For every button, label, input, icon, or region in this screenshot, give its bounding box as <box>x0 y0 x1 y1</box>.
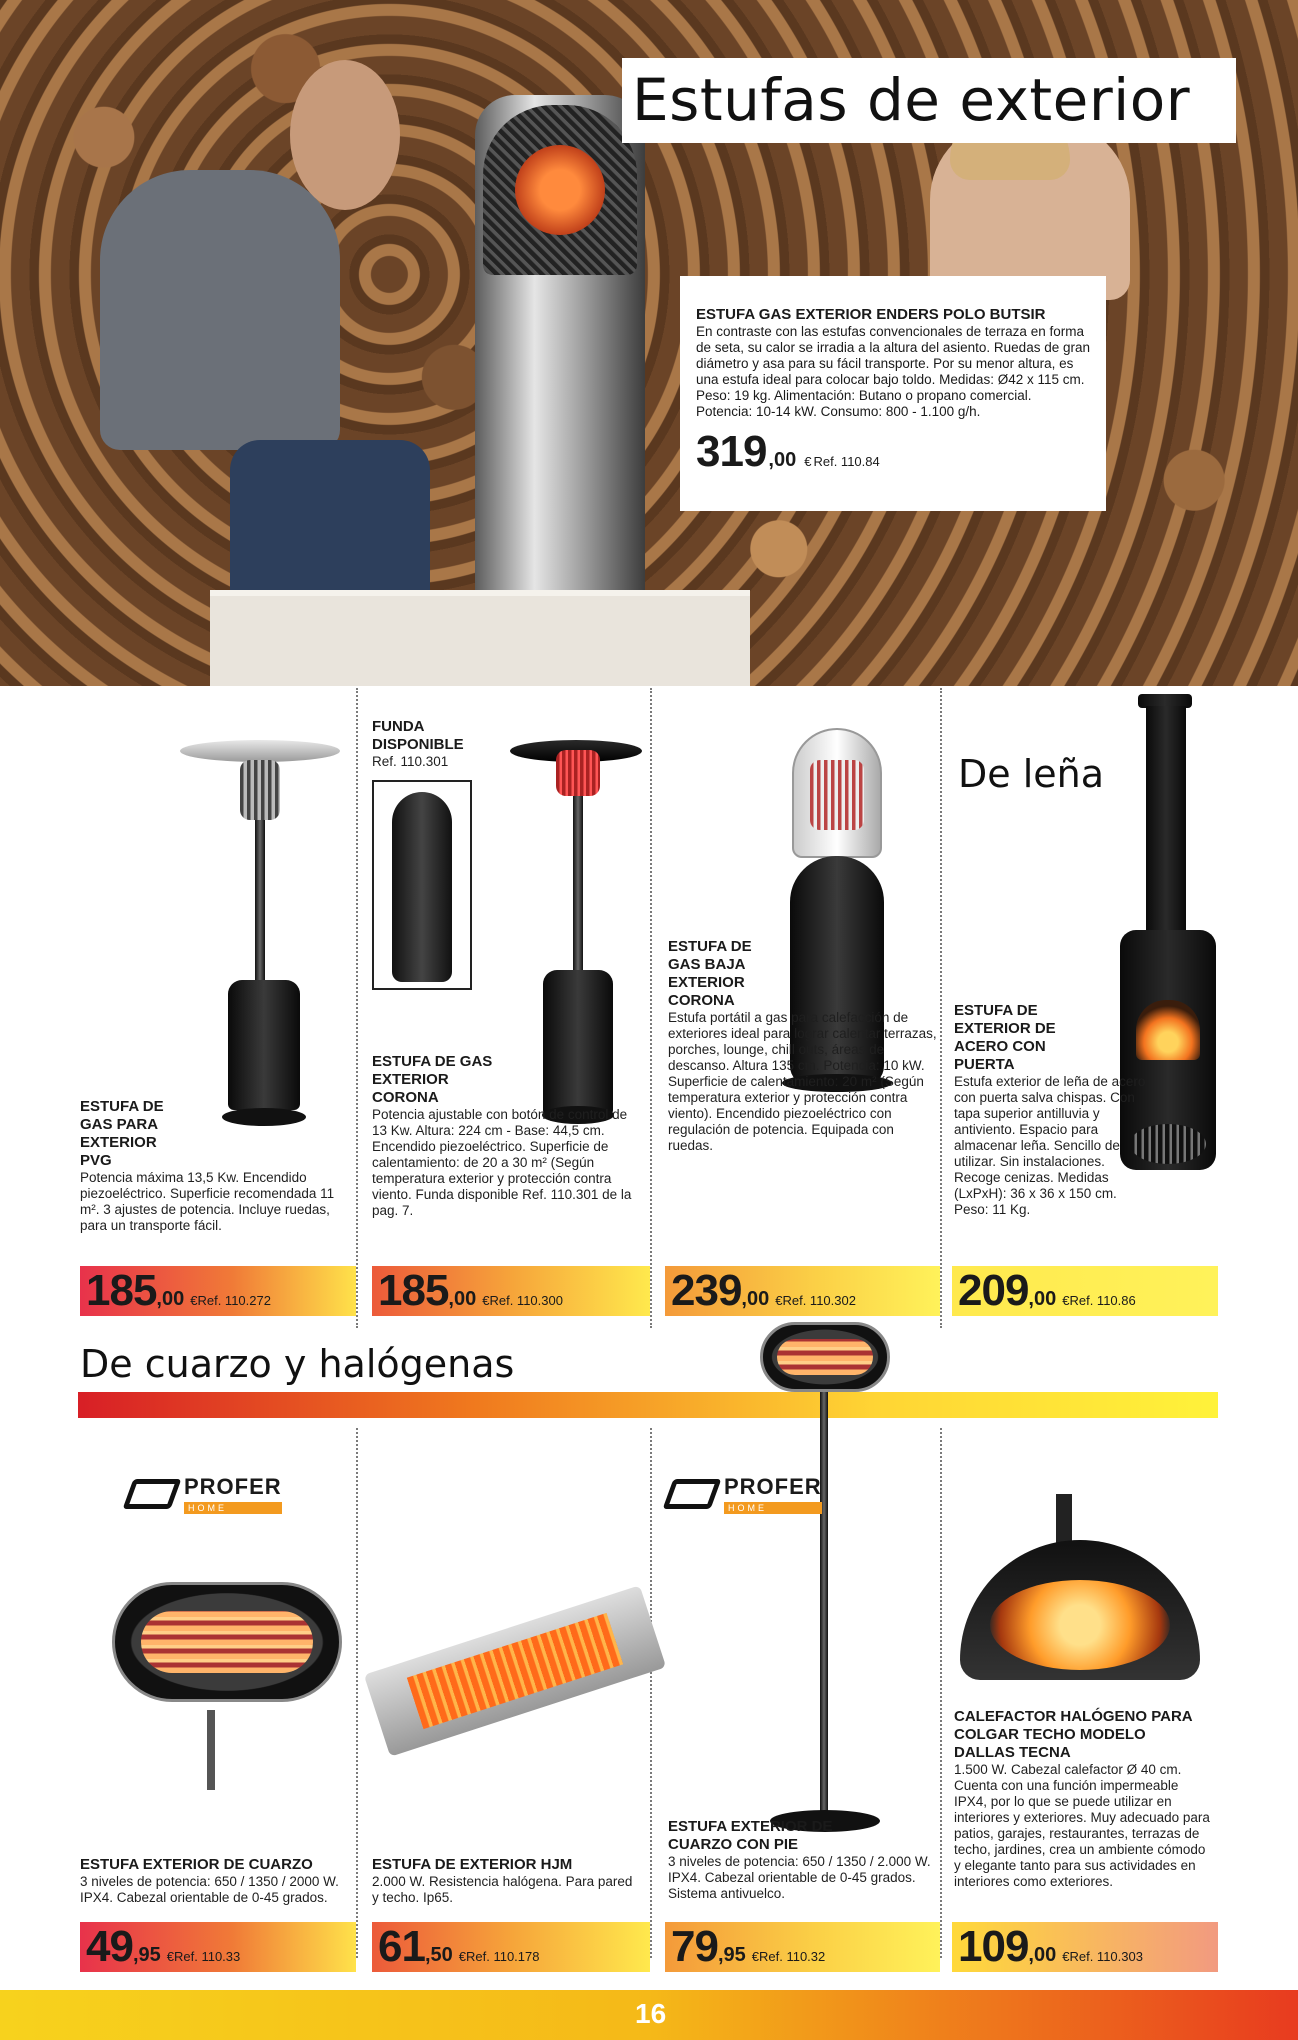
price-integer: 49 <box>86 1922 133 1971</box>
cover-image <box>392 792 452 982</box>
profer-logo-icon <box>663 1479 722 1509</box>
price-decimals: ,00 <box>768 449 797 471</box>
price-integer: 209 <box>958 1266 1029 1315</box>
currency: € <box>166 1949 174 1964</box>
product-name: ESTUFA DE GAS PARA EXTERIOR PVG <box>80 1098 164 1169</box>
man-figure <box>70 60 430 660</box>
brand-name: PROFER <box>184 1474 282 1499</box>
currency: € <box>190 1293 198 1308</box>
product-name: ESTUFA EXTERIOR DE CUARZO <box>80 1856 313 1873</box>
currency: € <box>482 1293 490 1308</box>
column-divider <box>650 1428 652 1958</box>
profer-logo <box>668 1474 822 1514</box>
column-divider <box>940 1428 942 1958</box>
column-divider <box>650 688 652 1328</box>
column-divider <box>940 688 942 1328</box>
profer-logo <box>128 1474 282 1514</box>
ceiling-heater-image <box>960 1540 1200 1680</box>
product-ref: Ref. 110.272 <box>197 1293 271 1308</box>
product-description: 1.500 W. Cabezal calefactor Ø 40 cm. Cuenta con una función impermeable IPX4, por lo que se puede utilizar en interiores y exteriores. Muy adecuado para patios, garajes, restaurantes, terrazas de techo, jardines, crea un ambiente cómodo y elegante tanto para sus actividades en interiores como exteriores. <box>954 1762 1210 1889</box>
currency: € <box>1062 1293 1070 1308</box>
price-bar <box>665 1922 940 1972</box>
product-name: ESTUFA GAS EXTERIOR ENDERS POLO BUTSIR <box>696 306 1046 323</box>
pull-cord <box>207 1710 215 1790</box>
product-name: ESTUFA DE GAS BAJA EXTERIOR CORONA <box>668 938 752 1009</box>
product-ref: Ref. 110.32 <box>759 1949 826 1964</box>
section-gradient-strip <box>78 1392 1218 1418</box>
price-integer: 185 <box>86 1266 157 1315</box>
price-integer: 185 <box>378 1266 449 1315</box>
halogen-heater-image <box>364 1585 666 1756</box>
column-divider <box>356 688 358 1328</box>
price-integer: 109 <box>958 1922 1029 1971</box>
product-card-corona-baja <box>668 938 938 1154</box>
currency: € <box>775 1293 783 1308</box>
profer-logo-icon <box>123 1479 182 1509</box>
footer-bar <box>0 1990 1298 2040</box>
price-decimals: ,00 <box>156 1288 185 1310</box>
price-bar <box>80 1922 356 1972</box>
product-card-quartz-pie <box>668 1818 938 1902</box>
product-name: ESTUFA EXTERIOR DE CUARZO CON PIE <box>668 1818 833 1853</box>
currency: € <box>1062 1949 1070 1964</box>
product-description: 2.000 W. Resistencia halógena. Para pared y techo. Ip65. <box>372 1874 633 1905</box>
price-integer: 79 <box>671 1922 718 1971</box>
currency: € <box>804 454 812 469</box>
standing-heater-pole <box>820 1392 828 1812</box>
currency: € <box>751 1949 759 1964</box>
product-ref: Ref. 110.84 <box>813 454 880 469</box>
product-ref: Ref. 110.302 <box>782 1293 856 1308</box>
product-description: 3 niveles de potencia: 650 / 1350 / 2000 W. IPX4. Cabezal orientable de 0-45 grados. <box>80 1874 339 1905</box>
price-integer: 239 <box>671 1266 742 1315</box>
product-card-lena <box>954 1002 1214 1218</box>
section-title-lena: De leña <box>958 752 1105 796</box>
product-description: Potencia ajustable con botón de control de 13 Kw. Altura: 224 cm - Base: 44,5 cm. Encendido piezoeléctrico. Superficie de calentamiento: de 20 a 30 m² (Según temperatura exterior y protección contra viento. Funda disponible Ref. 110.301 de la pag. 7. <box>372 1107 632 1218</box>
price-decimals: ,50 <box>424 1944 453 1966</box>
price-bar <box>665 1266 940 1316</box>
product-description: 3 niveles de potencia: 650 / 1350 / 2.000 W. IPX4. Cabezal orientable de 0-45 grados. Sistema antivuelco. <box>668 1854 931 1901</box>
cover-ref: Ref. 110.301 <box>372 754 449 769</box>
product-description: Estufa exterior de leña de acero con puerta salva chispas. Con tapa superior antilluvia y antiviento. Espacio para almacenar leña. Sencillo de utilizar. Sin instalaciones. Recoge cenizas. Medidas (LxPxH): 36 x 36 x 150 cm. Peso: 11 Kg. <box>954 1074 1146 1217</box>
column-divider <box>356 1428 358 1958</box>
product-card-hjm <box>372 1856 642 1906</box>
cover-badge <box>372 718 492 770</box>
price-integer: 319 <box>696 427 767 476</box>
section-title-quartz: De cuarzo y halógenas <box>80 1342 515 1386</box>
pallet-table <box>210 590 750 686</box>
price-integer: 61 <box>378 1922 425 1971</box>
page-title-box <box>622 58 1236 143</box>
currency: € <box>458 1949 466 1964</box>
price-decimals: ,00 <box>1028 1288 1057 1310</box>
product-name: ESTUFA DE EXTERIOR DE ACERO CON PUERTA <box>954 1002 1056 1073</box>
brand-name: PROFER <box>724 1474 822 1499</box>
price-decimals: ,00 <box>448 1288 477 1310</box>
brand-sub: HOME <box>184 1502 282 1514</box>
product-name: CALEFACTOR HALÓGENO PARA COLGAR TECHO MODELO DALLAS TECNA <box>954 1708 1193 1761</box>
price-decimals: ,00 <box>741 1288 770 1310</box>
price <box>696 427 1090 476</box>
product-ref: Ref. 110.86 <box>1069 1293 1136 1308</box>
price-decimals: ,95 <box>132 1944 161 1966</box>
product-card-dallas <box>954 1708 1222 1890</box>
product-ref: Ref. 110.300 <box>489 1293 563 1308</box>
price-bar <box>952 1266 1218 1316</box>
cover-title: FUNDA DISPONIBLE <box>372 718 464 753</box>
quartz-heater-image <box>112 1582 342 1702</box>
page-title: Estufas de exterior <box>632 66 1191 134</box>
woman-figure <box>930 120 1130 300</box>
product-description: En contraste con las estufas convencionales de terraza en forma de seta, su calor se irradia a la altura del asiento. Ruedas de gran diámetro y asa para su fácil transporte. Por su menor altura, es una estufa ideal para colocar bajo toldo. Medidas: Ø42 x 115 cm. Peso: 19 kg. Alimentación: Butano o propano comercial. Potencia: 10-14 kW. Consumo: 800 - 1.100 g/h. <box>696 324 1090 419</box>
product-card-quartz <box>80 1856 350 1906</box>
price-bar <box>80 1266 356 1316</box>
hero-product-card <box>680 276 1106 511</box>
product-card-pvg <box>80 1098 350 1234</box>
product-ref: Ref. 110.33 <box>174 1949 241 1964</box>
product-description: Potencia máxima 13,5 Kw. Encendido piezoeléctrico. Superficie recomendada 11 m². 3 ajustes de potencia. Incluye ruedas, para un transporte fácil. <box>80 1170 335 1233</box>
product-ref: Ref. 110.178 <box>466 1949 540 1964</box>
product-name: ESTUFA DE GAS EXTERIOR CORONA <box>372 1053 493 1106</box>
page-number: 16 <box>635 1998 667 2029</box>
price-bar <box>952 1922 1218 1972</box>
product-ref: Ref. 110.303 <box>1069 1949 1143 1964</box>
standing-quartz-heater-image <box>760 1322 890 1392</box>
price-bar <box>372 1266 650 1316</box>
brand-sub: HOME <box>724 1502 822 1514</box>
price-decimals: ,95 <box>717 1944 746 1966</box>
price-bar <box>372 1922 650 1972</box>
cover-frame <box>372 780 472 990</box>
product-name: ESTUFA DE EXTERIOR HJM <box>372 1856 573 1873</box>
price-decimals: ,00 <box>1028 1944 1057 1966</box>
product-description: Estufa portátil a gas para calefacción de exteriores ideal para lograr calentar terrazas, porches, lounge, chill outs, áreas de descanso. Altura 135 cm. Potencia: 10 kW. Superficie de calentamiento: 20 m² (Según temperatura exterior y protección contra viento). Encendido piezoeléctrico con regulación de potencia. Equipada con ruedas. <box>668 1010 937 1153</box>
product-card-corona <box>372 1053 642 1219</box>
